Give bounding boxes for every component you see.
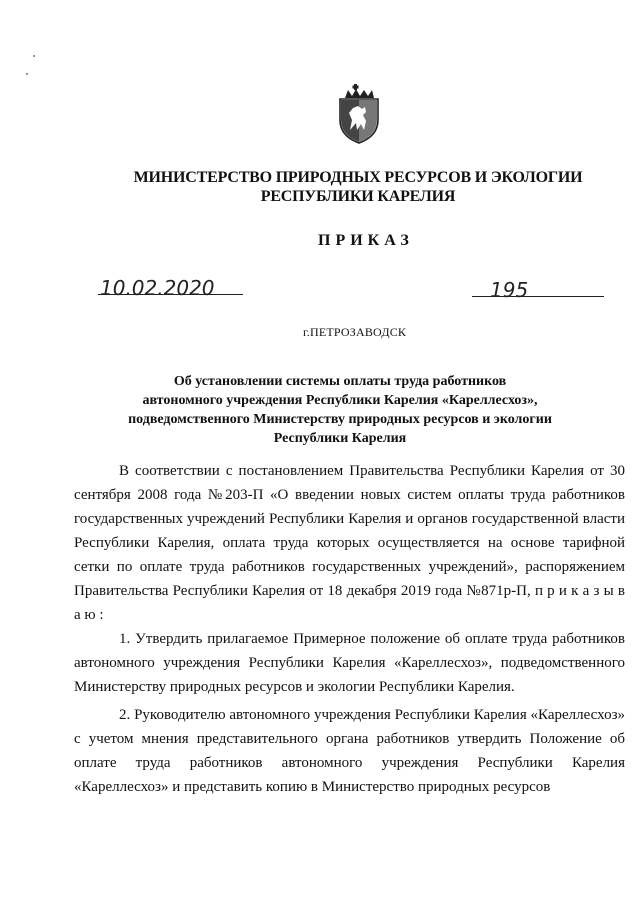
subject-line-1: Об установлении системы оплаты труда работников [173,374,507,389]
subject-line-4: Республики Карелия [273,431,407,446]
scan-speck [33,55,35,57]
order-body [74,459,625,803]
ministry-line-1: МИНИСТЕРСТВО ПРИРОДНЫХ РЕСУРСОВ И ЭКОЛОГИИ [133,169,583,186]
order-subject [100,372,580,448]
order-title: ПРИКАЗ [318,232,414,249]
ministry-line-2: РЕСПУБЛИКИ КАРЕЛИЯ [260,188,456,205]
number-underline [472,296,604,297]
scan-speck [26,73,28,75]
subject-line-3: подведомственного Министерству природных ресурсов и экологии [128,412,552,427]
ministry-name [0,168,640,206]
date-underline [98,294,243,295]
city-name: г.ПЕТРОЗАВОДСК [303,325,407,339]
item-2-paragraph: 2. Руководителю автономного учреждения Республики Карелия «Кареллесхоз» с учетом мнения представительного органа работников утвердить Положение об оплате труда работников автономного учреждения Республики Карелия «Кареллесхоз» и представить копию в Министерство природных ресурсов [74,707,625,795]
subject-line-2: автономного учреждения Республики Карелия «Кареллесхоз», [142,393,538,408]
item-1-paragraph: 1. Утвердить прилагаемое Примерное положение об оплате труда работников автономного учреждения Республики Карелия «Кареллесхоз», подведомственного Министерству природных ресурсов и экологии Республики Карелия. [74,631,625,695]
order-date: 10.02.2020 [100,276,215,300]
order-number: 195 [490,278,529,302]
preamble-paragraph: В соответствии с постановлением Правительства Республики Карелия от 30 сентября 2008 года №203-П «О введении новых систем оплаты труда работников государственных учреждений Республики Карелия и органов государственной власти Республики Карелия, оплата труда которых осуществляется на основе тарифной сетки по оплате труда работников государственных учреждений», распоряжением Правительства Республики Карелия от 18 декабря 2019 года №871р-П, п р и к а з ы в а ю : [74,463,625,623]
karelia-coat-of-arms-icon [336,84,382,144]
